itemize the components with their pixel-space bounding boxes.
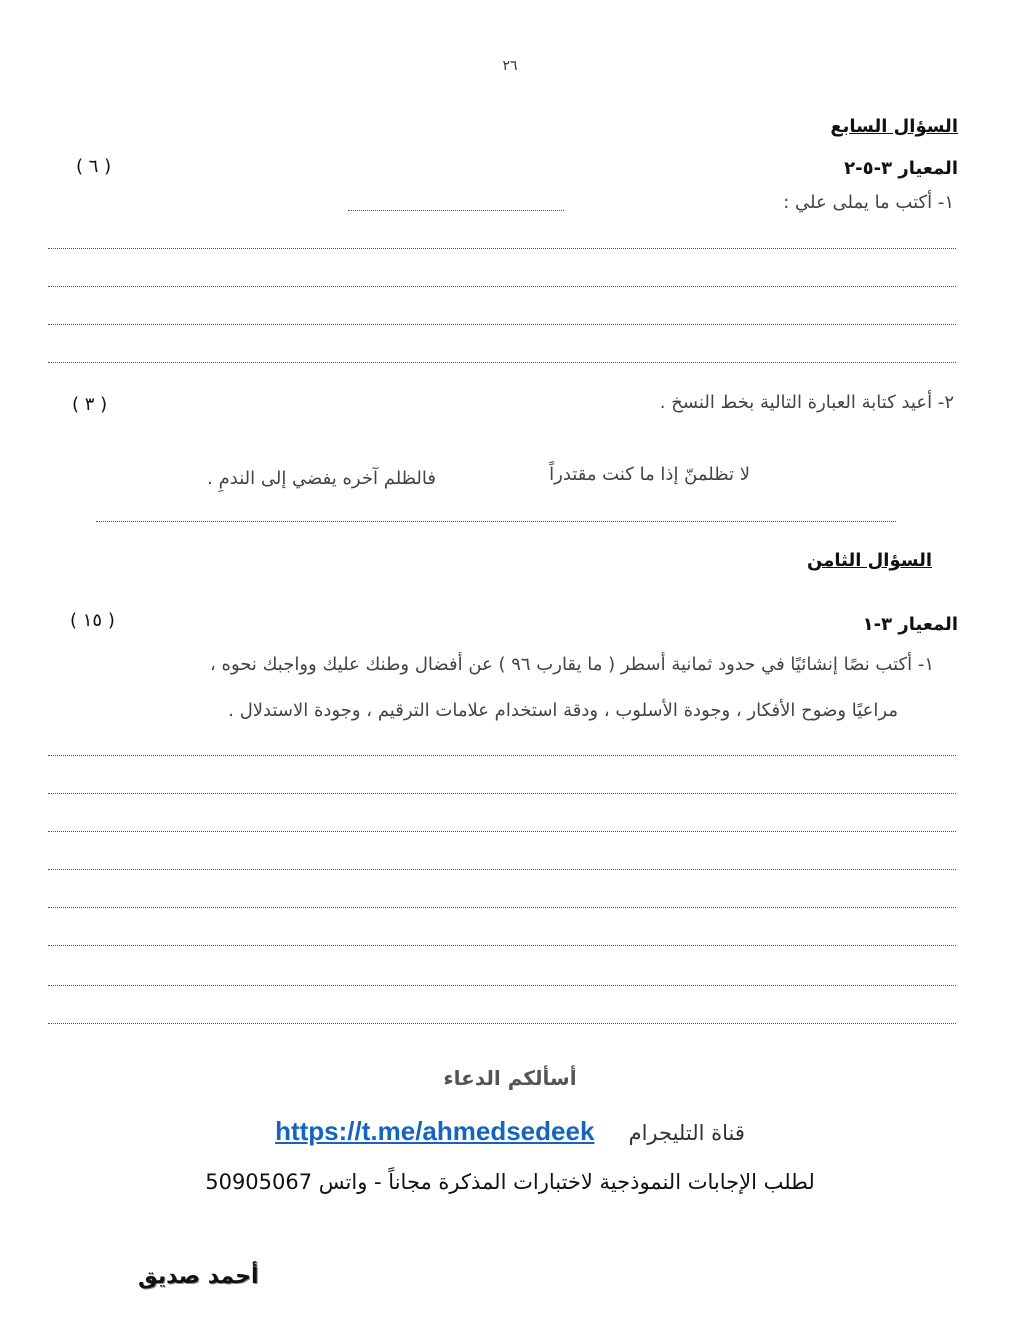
answer-line[interactable] <box>48 907 956 908</box>
answer-line[interactable] <box>48 324 956 325</box>
copy-answer-line[interactable] <box>96 521 896 522</box>
q7-item2-text: ٢- أعيد كتابة العبارة التالية بخط النسخ . <box>659 392 954 413</box>
q7-item1-text: ١- أكتب ما يملى علي : <box>783 192 954 213</box>
answer-line[interactable] <box>48 1023 956 1024</box>
answer-line[interactable] <box>48 831 956 832</box>
criterion-q8: المعيار ٣-١ <box>862 614 958 635</box>
answer-line[interactable] <box>48 286 956 287</box>
telegram-row <box>0 1116 1020 1147</box>
score-q7-item2: ( ٣ ) <box>72 394 108 415</box>
score-q7-item1: ( ٦ ) <box>76 156 112 177</box>
q8-item1-line2: مراعيًا وضوح الأفكار ، وجودة الأسلوب ، ودقة استخدام علامات الترقيم ، وجودة الاستدلال . <box>228 700 898 721</box>
verse-first-hemistich: لا تظلمنّ إذا ما كنت مقتدراً <box>549 464 750 485</box>
question-8-heading: السؤال الثامن <box>807 550 932 571</box>
whatsapp-request: لطلب الإجابات النموذجية لاختبارات المذكرة مجاناً - واتس 50905067 <box>205 1170 815 1194</box>
answer-line[interactable] <box>48 755 956 756</box>
criterion-q7: المعيار ٣-٥-٢ <box>844 158 958 179</box>
score-q8: ( ١٥ ) <box>70 610 115 631</box>
q8-item1-line1: ١- أكتب نصًا إنشائيًا في حدود ثمانية أسطر ( ما يقارب ٩٦ ) عن أفضال وطنك عليك وواجبك نحوه ، <box>210 654 934 675</box>
question-7-heading: السؤال السابع <box>830 116 958 137</box>
signature: أحمد صديق <box>138 1264 259 1289</box>
page-number: ٢٦ <box>502 58 518 74</box>
verse-second-hemistich: فالظلم آخره يفضي إلى الندمِ . <box>207 468 436 489</box>
prayer-request: أسألكم الدعاء <box>443 1066 577 1090</box>
answer-line[interactable] <box>48 945 956 946</box>
telegram-channel-label: قناة التليجرام <box>628 1121 745 1145</box>
q7-short-answer-line[interactable] <box>348 210 564 211</box>
answer-line[interactable] <box>48 362 956 363</box>
telegram-link[interactable]: https://t.me/ahmedsedeek <box>275 1116 595 1146</box>
answer-line[interactable] <box>48 869 956 870</box>
answer-line[interactable] <box>48 793 956 794</box>
answer-line[interactable] <box>48 985 956 986</box>
answer-line[interactable] <box>48 248 956 249</box>
